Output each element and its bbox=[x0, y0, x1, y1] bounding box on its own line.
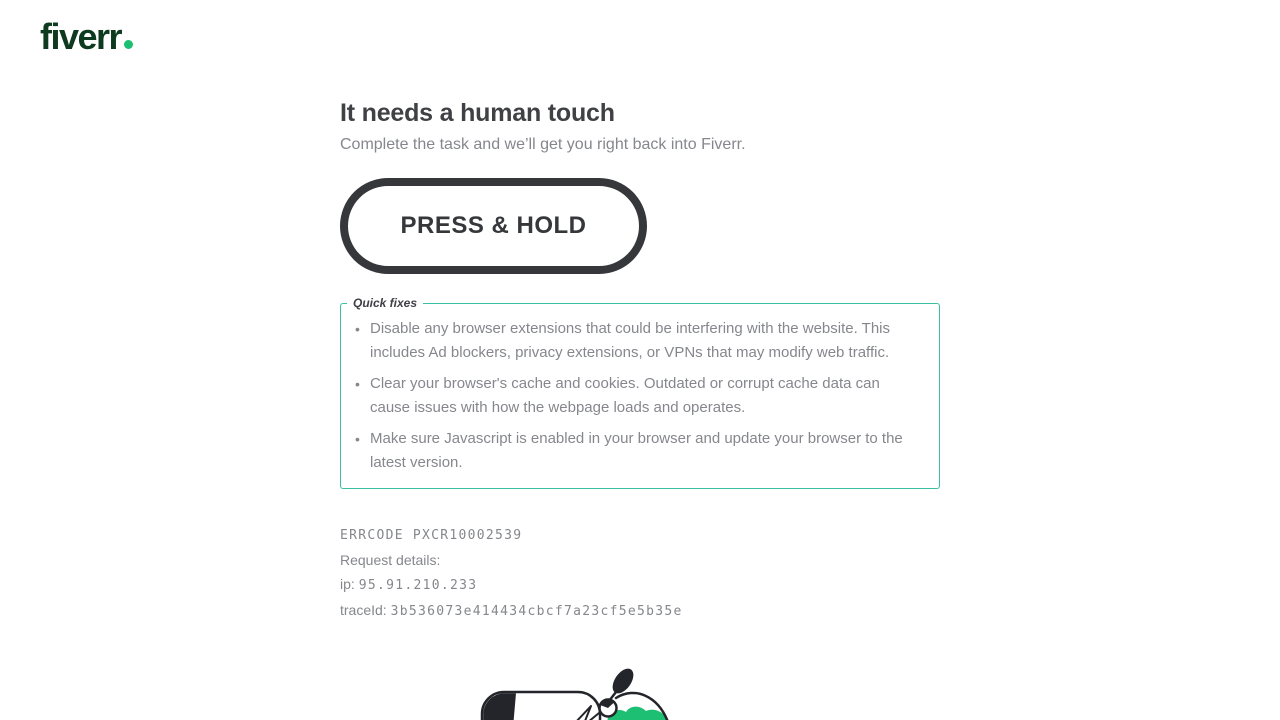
errcode-value: PXCR10002539 bbox=[412, 528, 523, 543]
errcode-line bbox=[340, 522, 940, 548]
bee-and-pill-illustration bbox=[470, 668, 680, 720]
quick-fixes-list bbox=[341, 317, 921, 475]
bee-antenna-teardrop bbox=[608, 668, 637, 697]
page-title: It needs a human touch bbox=[340, 99, 615, 127]
bee-body-green bbox=[606, 707, 670, 720]
quick-fix-item: • Disable any browser extensions that could be interfering with the website. This includes Ad blockers, privacy extensions, or VPNs that may modify web traffic. bbox=[341, 317, 921, 365]
bee-head bbox=[600, 700, 617, 717]
bee-head-black-top bbox=[600, 699, 614, 708]
press-and-hold-button[interactable] bbox=[340, 178, 647, 274]
quick-fixes-legend: Quick fixes bbox=[353, 296, 418, 310]
ip-label: ip: bbox=[340, 576, 355, 592]
fiverr-logo-text: fiverr bbox=[40, 16, 122, 57]
request-details-label: Request details: bbox=[340, 552, 441, 568]
errcode-label: ERRCODE bbox=[340, 528, 404, 543]
bee-back-outline bbox=[616, 693, 668, 720]
fiverr-logo-dot-icon bbox=[124, 40, 133, 49]
quick-fixes-panel bbox=[340, 296, 940, 489]
pill-black-cap bbox=[483, 693, 516, 720]
trace-label: traceId: bbox=[340, 602, 387, 618]
press-and-hold-label: PRESS & HOLD bbox=[400, 212, 587, 239]
quick-fix-item: • Make sure Javascript is enabled in your browser and update your browser to the latest version. bbox=[341, 427, 921, 475]
trace-value: 3b536073e414434cbcf7a23cf5e5b35e bbox=[390, 604, 683, 619]
page-subtitle: Complete the task and we’ll get you right back into Fiverr. bbox=[340, 136, 746, 153]
challenge-content bbox=[340, 99, 940, 624]
quick-fix-item: • Clear your browser's cache and cookies. Outdated or corrupt cache data can cause issues with how the webpage loads and operates. bbox=[341, 372, 921, 420]
ip-line bbox=[340, 572, 940, 598]
fiverr-logo[interactable] bbox=[40, 18, 133, 56]
bee-and-pill-svg bbox=[470, 668, 680, 720]
trace-line bbox=[340, 598, 940, 624]
pill-shape bbox=[482, 692, 600, 720]
ip-value: 95.91.210.233 bbox=[358, 578, 478, 593]
bee-antenna-stem bbox=[609, 692, 616, 701]
pill-claw bbox=[574, 706, 591, 720]
error-details bbox=[340, 522, 940, 624]
pill-claw-line bbox=[582, 713, 599, 720]
